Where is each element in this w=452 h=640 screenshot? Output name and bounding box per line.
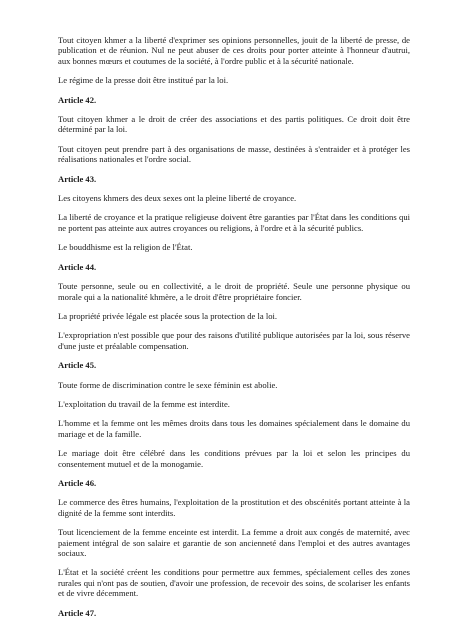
paragraph-freedom-of-expression: Tout citoyen khmer a la liberté d'exprimer ses opinions personnelles, jouit de la liberté de presse, de publication et de réunion. Nul ne peut abuser de ces droits pour porter atteinte à l'honneur d'autrui, aux bonnes mœurs et coutumes de la société, à l'ordre public et à la sécurité nationale. bbox=[58, 35, 410, 66]
article-42-heading: Article 42. bbox=[58, 94, 97, 105]
document-body bbox=[58, 35, 410, 627]
paragraph-rural-women: L'État et la société créent les conditions pour permettre aux femmes, spécialement celles des zones rurales qui n'ont pas de soutien, d'avoir une profession, de recevoir des soins, de scolariser les enfants et de vivre décemment. bbox=[58, 567, 410, 599]
article-44-heading: Article 44. bbox=[58, 261, 97, 272]
paragraph-maternity: Tout licenciement de la femme enceinte est interdit. La femme a droit aux congés de maternité, avec paiement intégral de son salaire et garantie de son ancienneté dans l'emploi et des autres avantages sociaux. bbox=[58, 527, 410, 558]
paragraph-state-religion: Le bouddhisme est la religion de l'État. bbox=[58, 242, 193, 253]
article-46-heading: Article 46. bbox=[58, 477, 97, 488]
paragraph-religious-practice: La liberté de croyance et la pratique religieuse doivent être garanties par l'État dans les conditions qui ne portent pas atteinte aux autres croyances ou religions, à l'ordre et à la sécurité publics. bbox=[58, 212, 410, 233]
paragraph-press-regime: Le régime de la presse doit être institué par la loi. bbox=[58, 75, 229, 86]
paragraph-discrimination-abolished: Toute forme de discrimination contre le sexe féminin est abolie. bbox=[58, 379, 278, 390]
article-47-heading: Article 47. bbox=[58, 607, 97, 618]
paragraph-marriage: Le mariage doit être célébré dans les conditions prévues par la loi et selon les principes du consentement mutuel et de la monogamie. bbox=[58, 448, 410, 469]
paragraph-expropriation: L'expropriation n'est possible que pour des raisons d'utilité publique autorisées par la loi, sous réserve d'une juste et préalable compensation. bbox=[58, 330, 410, 351]
paragraph-mass-organisations: Tout citoyen peut prendre part à des organisations de masse, destinées à s'entraider et à protéger les réalisations nationales et l'ordre social. bbox=[58, 143, 410, 165]
paragraph-right-of-ownership: Toute personne, seule ou en collectivité, a le droit de propriété. Seule une personne physique ou morale qui a la nationalité khmère, a le droit d'être propriétaire foncier. bbox=[58, 281, 410, 302]
paragraph-labour-exploitation: L'exploitation du travail de la femme est interdite. bbox=[58, 398, 230, 409]
article-45-heading: Article 45. bbox=[58, 360, 97, 371]
paragraph-equal-rights: L'homme et la femme ont les mêmes droits dans tous les domaines spécialement dans le domaine du mariage et de la famille. bbox=[58, 418, 410, 439]
paragraph-human-trafficking: Le commerce des êtres humains, l'exploitation de la prostitution et des obscénités portant atteinte à la dignité de la femme sont interdits. bbox=[58, 497, 410, 518]
article-43-heading: Article 43. bbox=[58, 173, 97, 184]
paragraph-private-property: La propriété privée légale est placée sous la protection de la loi. bbox=[58, 310, 278, 321]
paragraph-freedom-of-belief: Les citoyens khmers des deux sexes ont la pleine liberté de croyance. bbox=[58, 193, 297, 204]
paragraph-associations-parties: Tout citoyen khmer a le droit de créer des associations et des partis politiques. Ce droit doit être déterminé par la loi. bbox=[58, 114, 410, 135]
